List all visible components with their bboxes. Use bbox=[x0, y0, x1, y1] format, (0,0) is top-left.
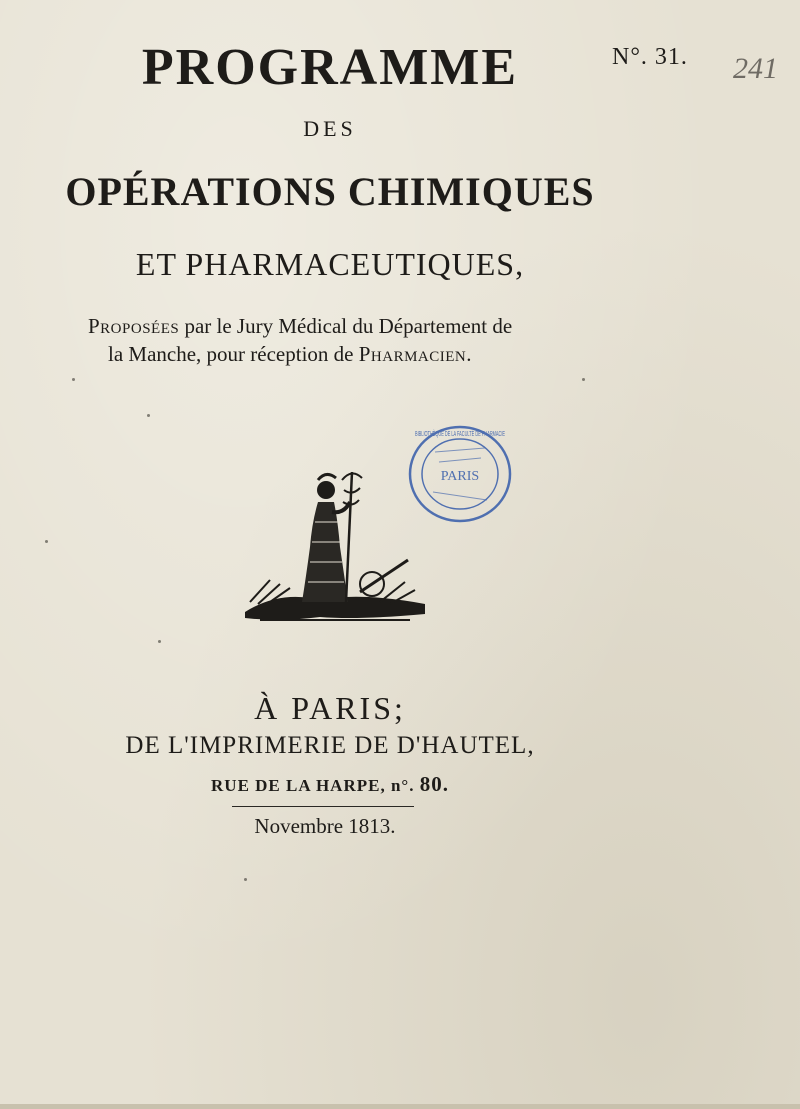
proposal-line1-text: par le Jury Médical du Département de bbox=[179, 314, 513, 338]
page-title: PROGRAMME bbox=[141, 39, 519, 96]
imprint-printer: DE L'IMPRIMERIE DE D'HAUTEL, bbox=[125, 732, 535, 759]
paper-speck bbox=[244, 878, 247, 881]
proposal-line-2 bbox=[108, 341, 598, 367]
paper-speck bbox=[72, 378, 75, 381]
divider-rule bbox=[232, 806, 414, 807]
subtitle-operations: OPÉRATIONS CHIMIQUES bbox=[65, 169, 595, 214]
proposal-role: Pharmacien bbox=[358, 342, 467, 366]
imprint-street-text: RUE DE LA HARPE, n°. bbox=[211, 776, 415, 795]
page-edge bbox=[0, 1104, 800, 1109]
stamp-center-text: PARIS bbox=[440, 469, 480, 484]
imprint-street-number: 80. bbox=[419, 772, 449, 796]
paper-speck bbox=[147, 414, 150, 417]
proposal-line2-text: la Manche, pour réception de bbox=[108, 342, 359, 366]
stamp-ring-text: BIBLIOTHÈQUE DE LA FACULTÉ DE PHARMACIE bbox=[415, 431, 577, 438]
subtitle-des: DES bbox=[303, 116, 357, 141]
paper-speck bbox=[158, 640, 161, 643]
imprint-date: Novembre 1813. bbox=[254, 814, 396, 838]
paper-speck bbox=[45, 540, 48, 543]
library-stamp-icon bbox=[405, 422, 577, 527]
handwritten-mark: 241 bbox=[733, 52, 778, 85]
document-number: N°. 31. bbox=[612, 44, 688, 70]
paper-speck bbox=[582, 378, 585, 381]
proposal-lead: Proposées bbox=[88, 314, 180, 338]
proposal-line2-end: . bbox=[466, 342, 472, 366]
allegorical-figure-icon bbox=[240, 462, 430, 632]
subtitle-pharmaceutiques: ET PHARMACEUTIQUES, bbox=[135, 246, 525, 282]
imprint-street bbox=[0, 772, 660, 797]
proposal-line-1 bbox=[88, 313, 578, 339]
imprint-city: À PARIS; bbox=[254, 690, 406, 726]
